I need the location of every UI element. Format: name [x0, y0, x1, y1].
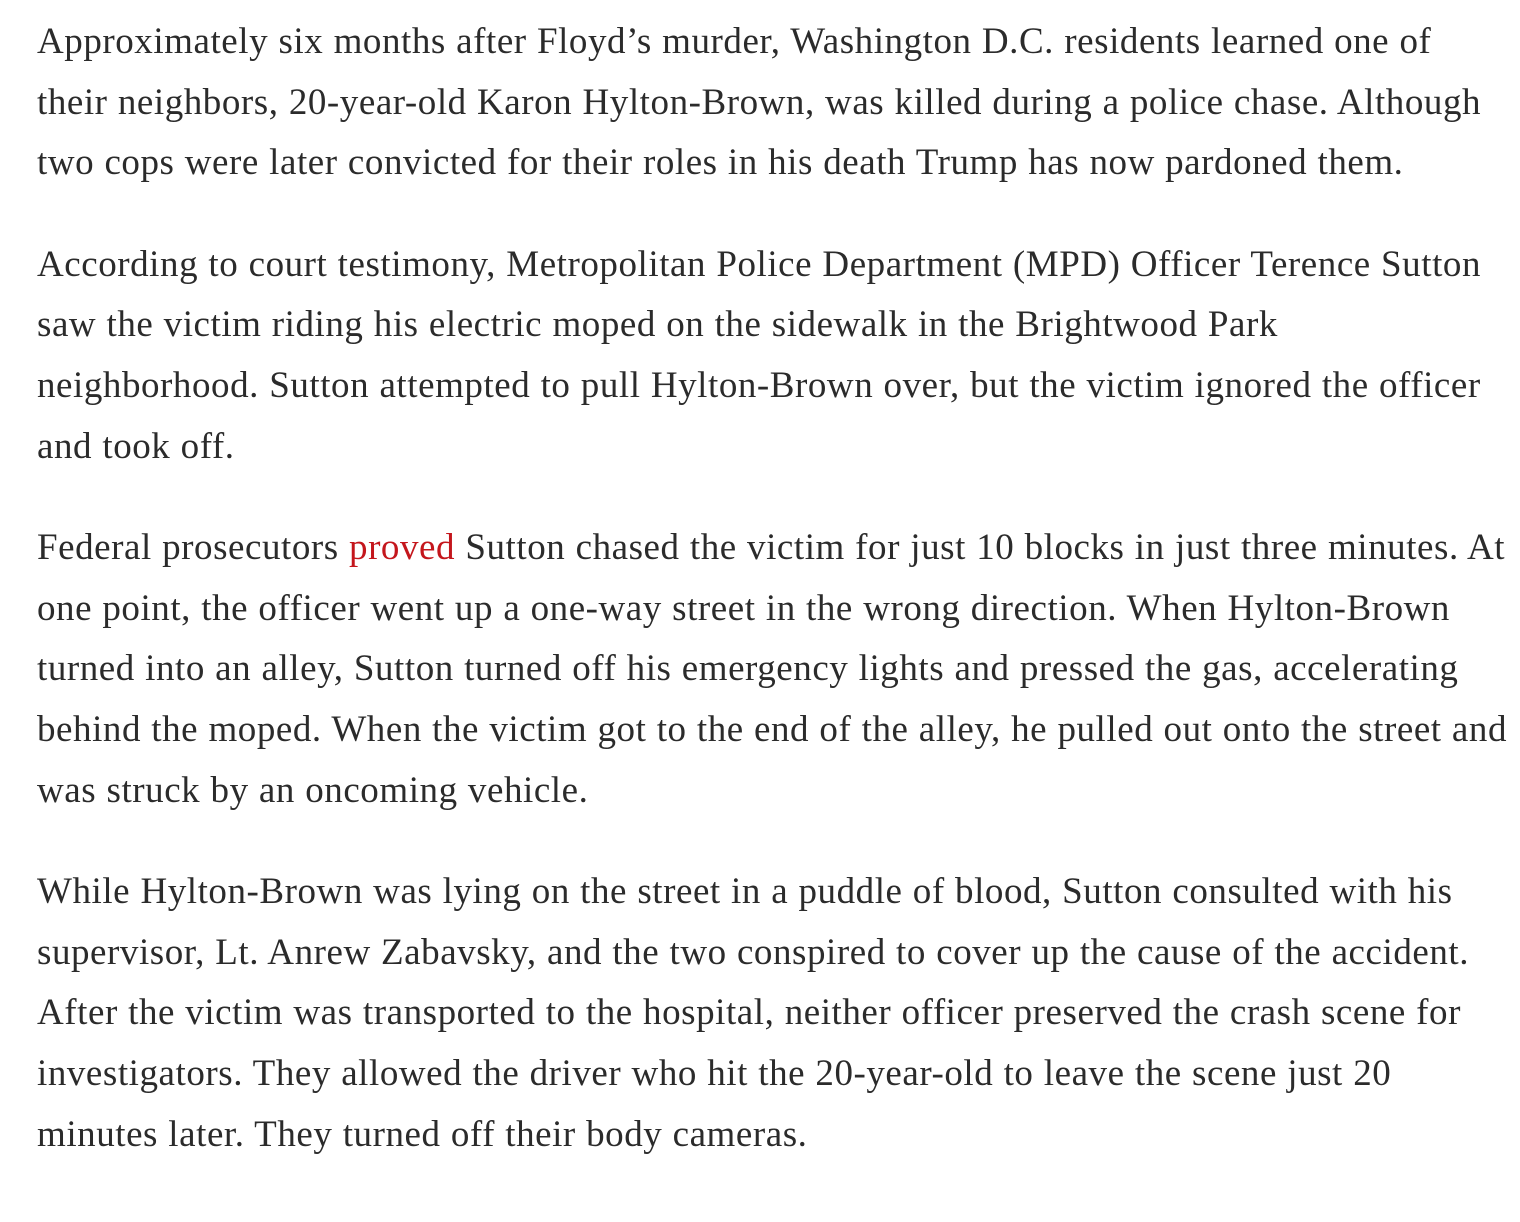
paragraph-1: Approximately six months after Floyd’s murder, Washington D.C. residents learned one of their neighbors, 20-year-old Karon Hylton-Brown, was killed during a police chase. Although two cops were later convicted for their roles in his death Trump has now pardoned them.	[37, 21, 1482, 184]
proved-link[interactable]: proved	[349, 527, 456, 569]
paragraph-3-lead: Federal prosecutors	[37, 527, 350, 569]
paragraph-2: According to court testimony, Metropolitan Police Department (MPD) Officer Terence Sutton saw the victim riding his electric moped on the sidewalk in the Brightwood Park neighborhood. Sutton attempted to pull Hylton-Brown over, but the victim ignored the officer and took off.	[37, 243, 1481, 467]
article-body	[37, 12, 1507, 1206]
paragraph-4: While Hylton-Brown was lying on the street in a puddle of blood, Sutton consulted with his supervisor, Lt. Anrew Zabavsky, and the two conspired to cover up the cause of the accident. After the victim was transported to the hospital, neither officer preserved the crash scene for investigators. They allowed the driver who hit the 20-year-old to leave the scene just 20 minutes later. They turned off their body cameras.	[37, 871, 1470, 1155]
paragraph-3-rest: Sutton chased the victim for just 10 blocks in just three minutes. At one point, the officer went up a one-way street in the wrong direction. When Hylton-Brown turned into an alley, Sutton turned off his emergency lights and pressed the gas, accelerating behind the moped. When the victim got to the end of the alley, he pulled out onto the street and was struck by an oncoming vehicle.	[37, 527, 1507, 811]
paragraph-3	[37, 518, 1507, 821]
